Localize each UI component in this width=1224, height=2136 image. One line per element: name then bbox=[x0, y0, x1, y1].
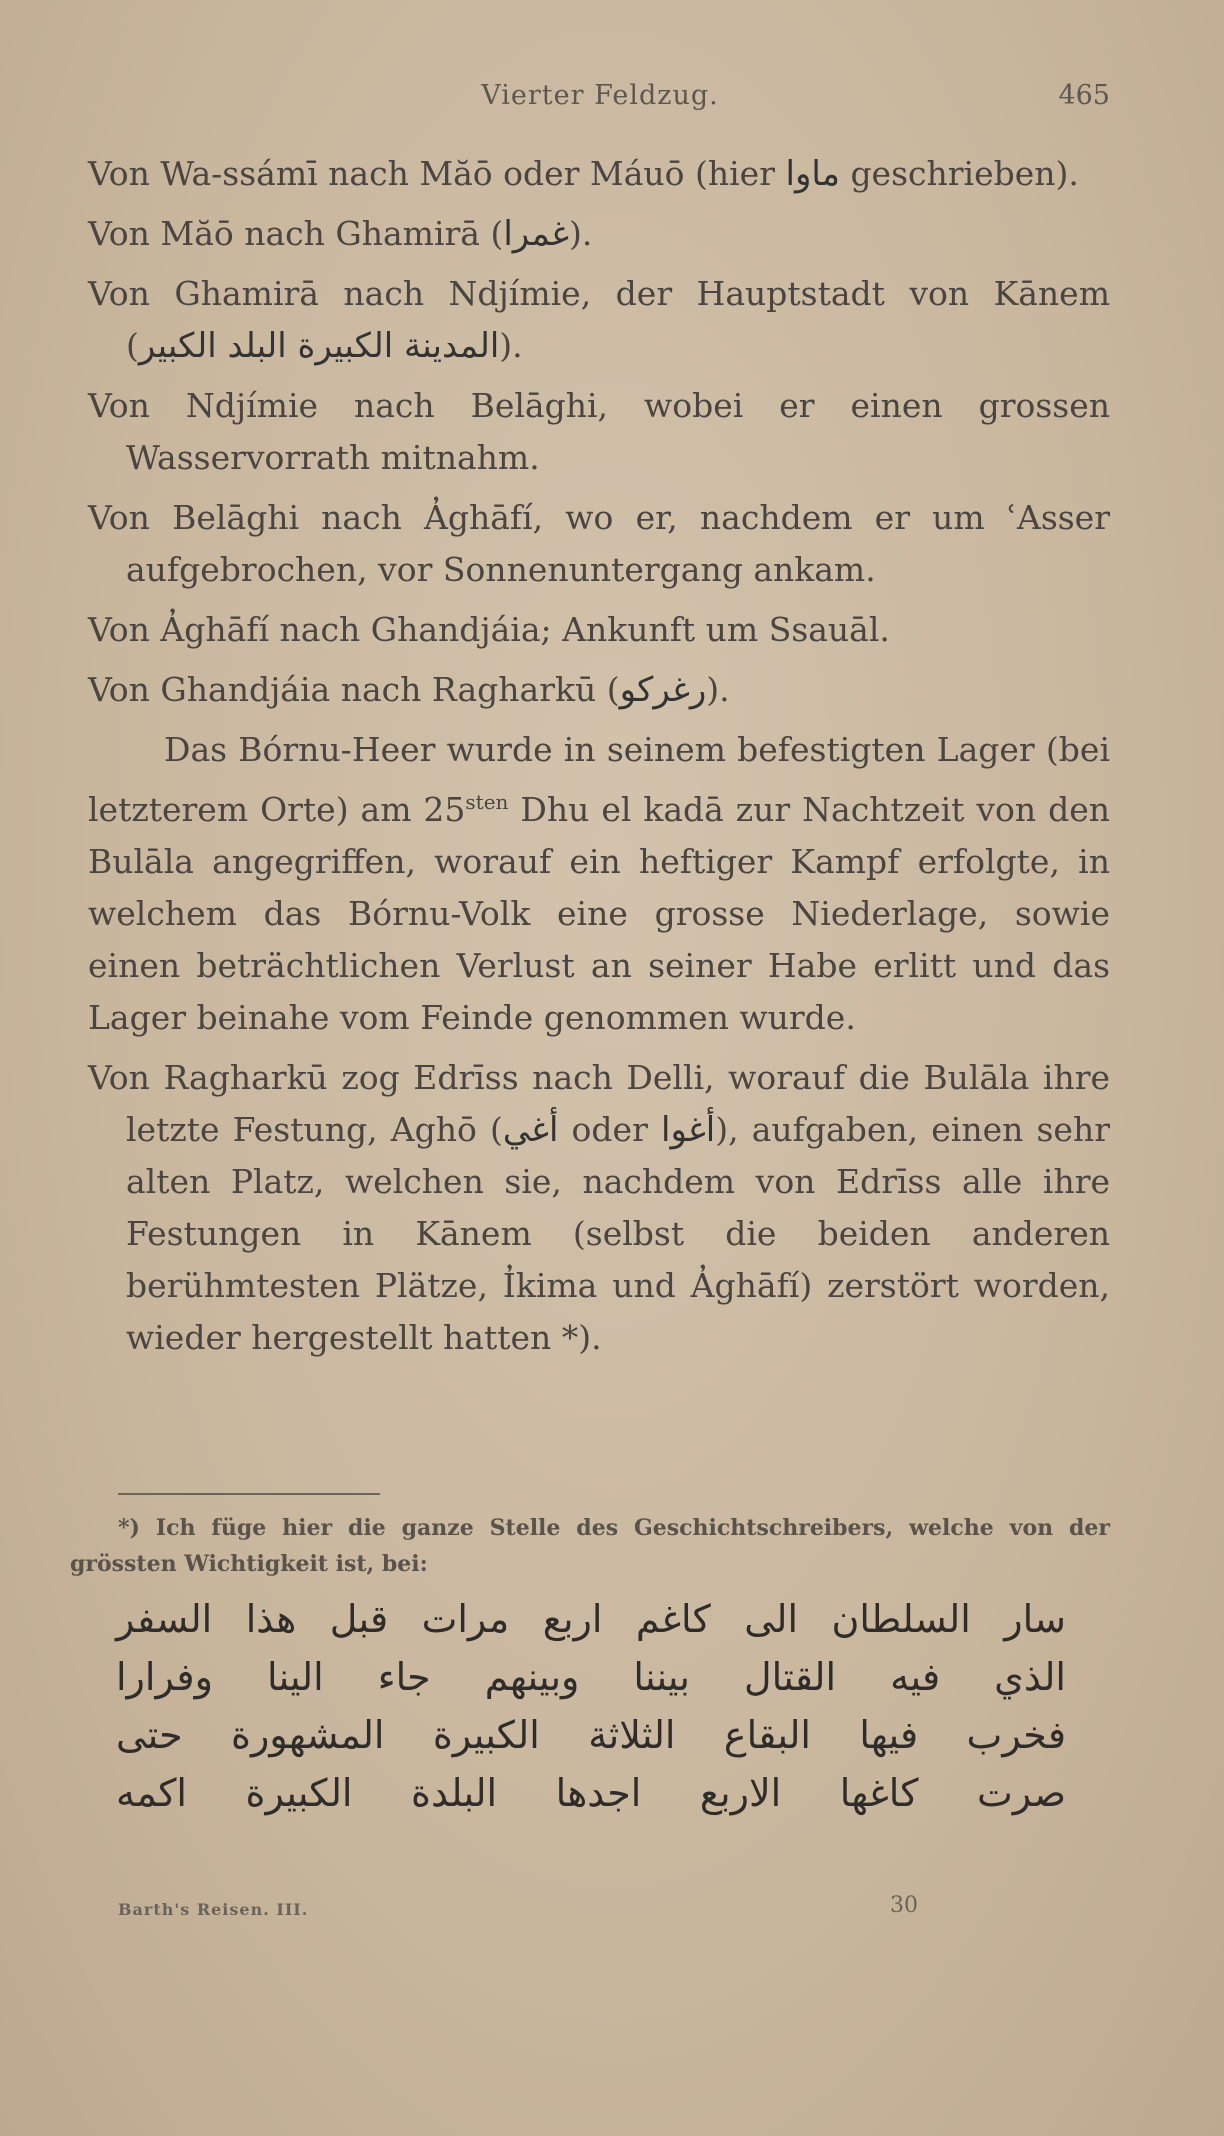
paragraph-2 bbox=[88, 208, 1110, 260]
arabic-name-agho-1: أغي bbox=[502, 1110, 559, 1150]
running-head: Vierter Feldzug. bbox=[481, 80, 719, 111]
paragraph-1 bbox=[88, 148, 1110, 200]
arabic-name-agho-2: أغوا bbox=[661, 1110, 716, 1150]
footnote-rule bbox=[118, 1493, 380, 1495]
paragraph-3-tail: ). bbox=[499, 326, 523, 365]
paragraph-9-text-b: oder bbox=[558, 1110, 661, 1149]
arabic-name-ghamira: غمرا bbox=[503, 214, 569, 254]
paragraph-8 bbox=[88, 724, 1110, 1044]
paragraph-9-text-a: Von Ragharkū zog Edrīss nach Delli, worauf die Bulāla ihre letzte Festung, Aghō ( bbox=[88, 1058, 1110, 1149]
paragraph-4: Von Ndjímie nach Belāghi, wobei er einen grossen Wasservorrath mitnahm. bbox=[88, 386, 1110, 477]
paragraph-1-text: Von Wa-ssámī nach Măō oder Máuō (hier bbox=[88, 154, 775, 193]
paragraph-2-tail: ). bbox=[569, 214, 593, 253]
arabic-line: سار السلطان الى كاغم اربع مرات قبل هذا السفر bbox=[116, 1597, 1066, 1641]
paragraph-6: Von A̓ghāfí nach Ghandjáia; Ankunft um Ssauāl. bbox=[88, 610, 890, 649]
arabic-line: صرت كاغها الاربع اجدها البلدة الكبيرة اكمه bbox=[116, 1771, 1066, 1815]
paragraph-5: Von Belāghi nach A̓ghāfí, wo er, nachdem er um ʿAsser aufgebrochen, vor Sonnenuntergang ankam. bbox=[88, 498, 1110, 589]
arabic-line: فخرب فيها البقاع الثلاثة الكبيرة المشهورة حتى bbox=[116, 1713, 1066, 1757]
page-number: 465 bbox=[1058, 80, 1110, 111]
footnote-text: *) Ich füge hier die ganze Stelle des Geschichtschreibers, welche von der grössten Wichtigkeit ist, bei: bbox=[70, 1515, 1110, 1577]
paragraph-9 bbox=[88, 1052, 1110, 1364]
paragraph-9-text-c: ), aufgaben, einen sehr alten Platz, welchen sie, nachdem von Edrīss alle ihre Festungen in Kānem (selbst die beiden anderen berühmtesten Plätze, I̓kima und A̓ghāfí) zerstört worden, wieder hergestellt hatten *). bbox=[126, 1110, 1110, 1357]
paragraph-7 bbox=[88, 664, 1110, 716]
paragraph-3 bbox=[88, 268, 1110, 372]
paragraph-2-text: Von Măō nach Ghamirā ( bbox=[88, 214, 504, 253]
paragraph-8-text-a: Das Bórnu-Heer wurde in seinem befestigten Lager (bei letzterem Orte) am 25 bbox=[88, 730, 1110, 829]
paragraph-7-text: Von Ghandjáia nach Ragharkū ( bbox=[88, 670, 620, 709]
arabic-name-ragharku: رغركو bbox=[619, 670, 707, 710]
paragraph-7-tail: ). bbox=[706, 670, 730, 709]
paragraph-8-text-b: Dhu el kadā zur Nachtzeit von den Bulāla angegriffen, worauf ein heftiger Kampf erfolgte, in welchem das Bórnu-Volk eine grosse Niederlage, sowie einen beträchtlichen Verlust an seiner Habe erlitt und das Lager beinahe vom Feinde genommen wurde. bbox=[88, 790, 1110, 1037]
arabic-name-mao: ماوا bbox=[785, 154, 840, 194]
main-text bbox=[88, 148, 1110, 1372]
paragraph-1-tail: geschrieben). bbox=[850, 154, 1079, 193]
arabic-line: الذي فيه القتال بيننا وبينهم جاء الينا وفرارا bbox=[116, 1655, 1066, 1699]
paragraph-3-text: Von Ghamirā nach Ndjímie, der Hauptstadt von Kānem ( bbox=[88, 274, 1110, 365]
ordinal-suffix: sten bbox=[465, 790, 509, 814]
page-header bbox=[90, 80, 1110, 130]
printer-signature: Barth's Reisen. III. bbox=[118, 1900, 309, 1919]
sheet-number: 30 bbox=[890, 1893, 918, 1918]
footnote bbox=[70, 1510, 1110, 1582]
arabic-name-ndjimie: المدينة الكبيرة البلد الكبير bbox=[138, 326, 500, 366]
arabic-quotation bbox=[116, 1590, 1066, 1822]
